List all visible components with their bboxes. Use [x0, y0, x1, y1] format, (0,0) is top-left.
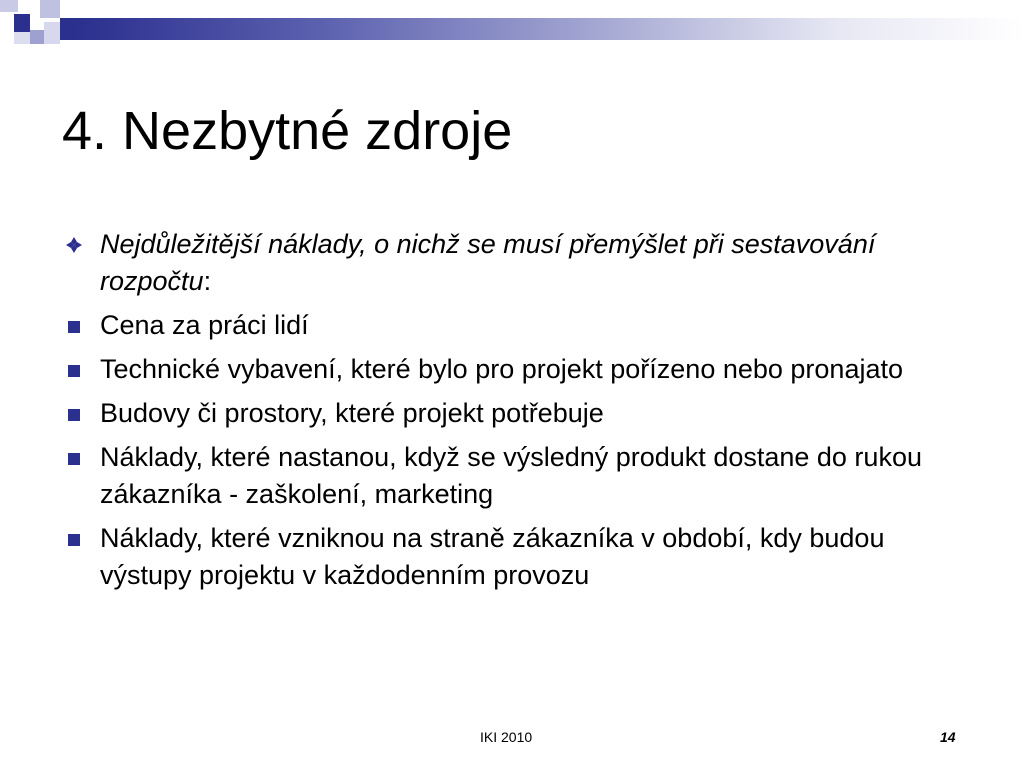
- list-item-text: Cena za práci lidí: [100, 310, 309, 340]
- diamond-bullet-icon: [64, 235, 84, 255]
- intro-suffix: :: [203, 266, 212, 296]
- list-item-text: Budovy či prostory, které projekt potřebuje: [100, 398, 604, 428]
- decor-square: [14, 32, 30, 44]
- list-item: [62, 351, 962, 388]
- intro-text: Nejdůležitější náklady, o nichž se musí přemýšlet při sestavování rozpočtu: [100, 229, 876, 296]
- intro-item: [62, 226, 962, 300]
- decor-square: [44, 22, 60, 44]
- square-bullet-icon: [68, 453, 80, 465]
- list-item: [62, 520, 962, 594]
- decor-square: [30, 30, 44, 44]
- decor-square: [14, 14, 30, 32]
- list-item-text: Technické vybavení, které bylo pro projekt pořízeno nebo pronajato: [100, 354, 903, 384]
- list-item: [62, 439, 962, 513]
- bullet-list: [62, 226, 962, 601]
- slide-title: 4. Nezbytné zdroje: [62, 101, 513, 161]
- list-item: [62, 307, 962, 344]
- footer-label: IKI 2010: [480, 729, 533, 745]
- decor-square: [0, 0, 18, 12]
- square-bullet-icon: [68, 409, 80, 421]
- list-item-text: Náklady, které vzniknou na straně zákazníka v období, kdy budou výstupy projektu v každodenním provozu: [100, 523, 885, 590]
- decor-square: [18, 0, 40, 12]
- square-bullet-icon: [68, 534, 80, 546]
- list-item: [62, 395, 962, 432]
- square-bullet-icon: [68, 321, 80, 333]
- page-number: 14: [940, 729, 956, 745]
- list-item-text: Náklady, které nastanou, když se výsledný produkt dostane do rukou zákazníka - zaškolení, marketing: [100, 442, 922, 509]
- header-gradient-band: [76, 18, 1024, 40]
- square-bullet-icon: [68, 365, 80, 377]
- decor-square: [40, 0, 60, 18]
- decor-square: [60, 18, 76, 40]
